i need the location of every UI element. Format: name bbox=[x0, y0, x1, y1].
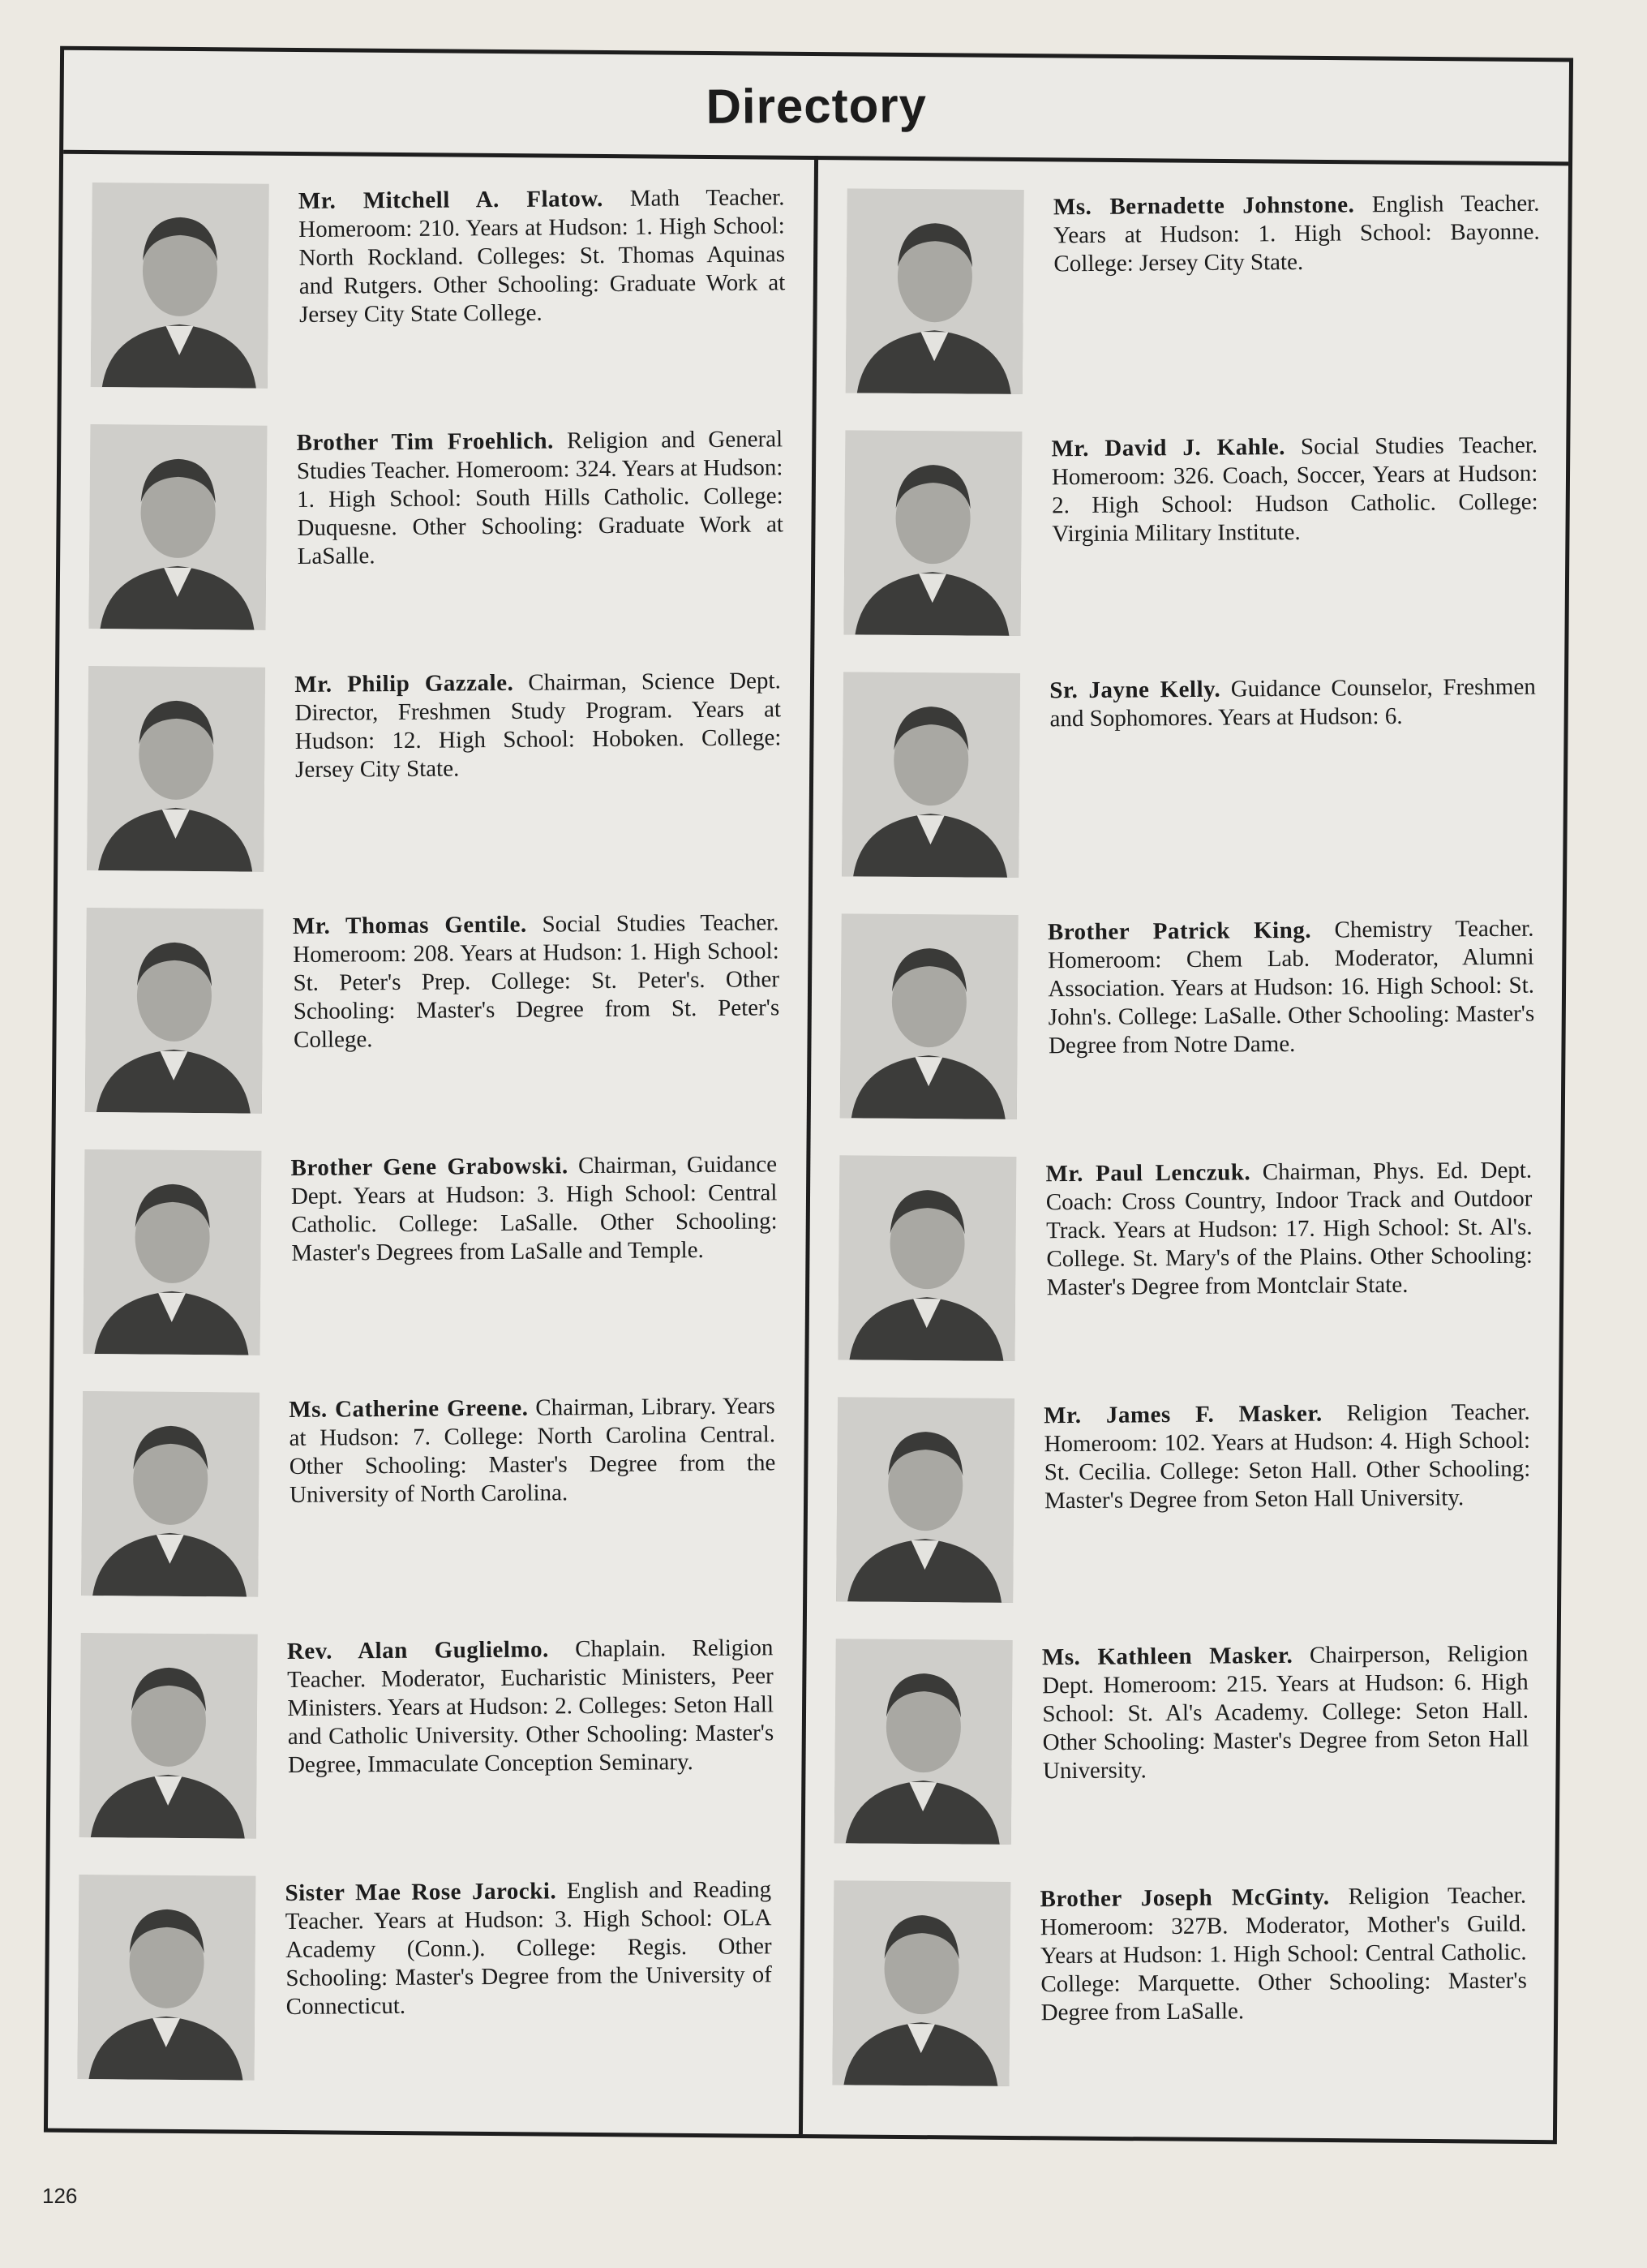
title-bar bbox=[63, 50, 1569, 166]
page-title: Directory bbox=[706, 78, 927, 134]
left-column bbox=[48, 150, 818, 2134]
directory-entry bbox=[834, 1639, 1528, 1886]
person-name: Mr. Philip Gazzale. bbox=[294, 669, 514, 698]
portrait-silhouette bbox=[85, 908, 264, 1114]
person-name: Ms. Bernadette Johnstone. bbox=[1053, 191, 1354, 221]
portrait-silhouette bbox=[88, 424, 267, 630]
directory-entry bbox=[835, 1397, 1529, 1644]
directory-entry bbox=[839, 913, 1533, 1161]
person-name: Brother Joseph McGinty. bbox=[1039, 1884, 1330, 1913]
entry-text bbox=[1045, 1153, 1533, 1303]
portrait-photo bbox=[85, 908, 264, 1114]
portrait-photo bbox=[842, 672, 1020, 878]
entry-text bbox=[290, 1147, 778, 1268]
entry-text bbox=[1051, 428, 1538, 549]
page-number: 126 bbox=[42, 2184, 78, 2208]
entry-text bbox=[285, 1872, 772, 2021]
person-details: Religion Teacher. Homeroom: 327B. Moderator, Mother's Guild. Years at Hudson: 1. High School: Central Catholic. College: Marquette. Other Schooling: Master's Degree from LaSalle. bbox=[1040, 1882, 1527, 2026]
directory-entry bbox=[88, 424, 783, 672]
person-details: Math Teacher. Homeroom: 210. Years at Hudson: 1. High School: North Rockland. Colleges: St. Thomas Aquinas and Rutgers. Other Schooling: Graduate Work at Jersey City State College. bbox=[298, 184, 786, 329]
portrait-photo bbox=[79, 1633, 258, 1839]
person-name: Sister Mae Rose Jarocki. bbox=[285, 1878, 557, 1906]
directory-columns bbox=[48, 150, 1568, 2141]
right-column bbox=[802, 156, 1568, 2140]
person-details: English and Reading Teacher. Years at Hudson: 3. High School: OLA Academy (Conn.). College: Regis. Other Schooling: Master's Degree from the University of Connecticut. bbox=[285, 1876, 773, 2020]
portrait-silhouette bbox=[81, 1391, 259, 1597]
directory-entry bbox=[845, 188, 1539, 436]
person-details: Social Studies Teacher. Homeroom: 208. Years at Hudson: 1. High School: St. Peter's Prep. College: St. Peter's. Other Schooling: Master's Degree from St. Peter's College. bbox=[293, 909, 780, 1053]
portrait-silhouette bbox=[845, 188, 1023, 394]
portrait-photo bbox=[845, 188, 1023, 394]
portrait-silhouette bbox=[91, 183, 269, 389]
entry-text bbox=[298, 180, 786, 329]
portrait-photo bbox=[832, 1880, 1010, 2086]
person-details: Chairman, Guidance Dept. Years at Hudson: 3. High School: Central Catholic. College: LaSalle. Other Schooling: Master's Degrees from LaSalle and Temple. bbox=[290, 1151, 778, 1266]
directory-entry bbox=[843, 430, 1538, 677]
entry-text bbox=[1049, 670, 1536, 734]
entry-text bbox=[1040, 1879, 1527, 2028]
person-name: Sr. Jayne Kelly. bbox=[1049, 676, 1220, 704]
person-details: Religion and General Studies Teacher. Homeroom: 324. Years at Hudson: 1. High School: South Hills Catholic. College: Duquesne. Other Schooling: Graduate Work at LaSalle. bbox=[296, 426, 784, 570]
portrait-photo bbox=[91, 183, 269, 389]
person-name: Mr. James F. Masker. bbox=[1043, 1400, 1323, 1429]
person-details: Chairperson, Religion Dept. Homeroom: 215. Years at Hudson: 6. High School: St. Al's Academy. College: Seton Hall. Other Schooling: Master's Degree from Seton Hall University. bbox=[1041, 1640, 1529, 1785]
entry-text bbox=[1044, 1395, 1531, 1516]
person-name: Mr. David J. Kahle. bbox=[1050, 434, 1285, 462]
portrait-silhouette bbox=[839, 913, 1018, 1119]
directory-entry bbox=[841, 672, 1535, 919]
person-details: English Teacher. Years at Hudson: 1. High School: Bayonne. College: Jersey City State. bbox=[1053, 190, 1540, 277]
portrait-photo bbox=[87, 666, 265, 872]
person-name: Rev. Alan Guglielmo. bbox=[286, 1636, 549, 1664]
portrait-silhouette bbox=[843, 430, 1022, 636]
entry-text bbox=[1041, 1637, 1529, 1786]
portrait-silhouette bbox=[834, 1639, 1012, 1845]
directory-entry bbox=[838, 1155, 1532, 1402]
entry-text bbox=[293, 905, 780, 1055]
person-details: Chairman, Phys. Ed. Dept. Coach: Cross Country, Indoor Track and Outdoor Track. Years at Hudson: 17. High School: St. Al's. College. St. Mary's of the Plains. Other Schooling: Master's Degree from Montclair State. bbox=[1045, 1157, 1533, 1301]
portrait-photo bbox=[838, 1155, 1016, 1361]
entry-text bbox=[296, 422, 783, 571]
person-name: Brother Patrick King. bbox=[1047, 917, 1311, 946]
person-name: Mr. Paul Lenczuk. bbox=[1044, 1159, 1250, 1188]
portrait-silhouette bbox=[838, 1155, 1016, 1361]
directory-entry bbox=[79, 1633, 773, 1880]
person-details: Chairman, Science Dept. Director, Freshmen Study Program. Years at Hudson: 12. High School: Hoboken. College: Jersey City State. bbox=[294, 668, 782, 784]
directory-entry bbox=[832, 1880, 1526, 2128]
directory-entry bbox=[83, 1149, 777, 1397]
portrait-photo bbox=[77, 1875, 255, 2081]
portrait-photo bbox=[839, 913, 1018, 1119]
person-details: Social Studies Teacher. Homeroom: 326. Coach, Soccer, Years at Hudson: 2. High School: Hudson Catholic. College: Virginia Military Institute. bbox=[1051, 432, 1538, 548]
portrait-silhouette bbox=[832, 1880, 1010, 2086]
directory-entry bbox=[77, 1875, 771, 2122]
entry-text bbox=[289, 1389, 776, 1510]
portrait-silhouette bbox=[836, 1397, 1014, 1603]
portrait-photo bbox=[843, 430, 1022, 636]
person-name: Mr. Mitchell A. Flatow. bbox=[298, 186, 603, 215]
entry-text bbox=[287, 1630, 774, 1780]
directory-frame bbox=[44, 46, 1573, 2145]
portrait-photo bbox=[834, 1639, 1012, 1845]
directory-entry bbox=[90, 183, 784, 430]
entry-text bbox=[1053, 187, 1539, 279]
person-name: Brother Tim Froehlich. bbox=[296, 427, 554, 457]
person-details: Chemistry Teacher. Homeroom: Chem Lab. Moderator, Alumni Association. Years at Hudson: 16. High School: St. John's. College: LaSalle. Other Schooling: Master's Degree from Notre Dame. bbox=[1047, 915, 1534, 1059]
portrait-silhouette bbox=[79, 1633, 258, 1839]
directory-entry bbox=[84, 908, 778, 1155]
directory-entry bbox=[81, 1391, 775, 1639]
portrait-photo bbox=[83, 1149, 261, 1355]
portrait-silhouette bbox=[77, 1875, 255, 2081]
entry-text bbox=[294, 664, 782, 784]
person-name: Ms. Catherine Greene. bbox=[289, 1394, 529, 1423]
person-details: Chaplain. Religion Teacher. Moderator, Eucharistic Ministers, Peer Ministers. Years at Hudson: 2. Colleges: Seton Hall and Catholic University. Other Schooling: Master's Degree, Immaculate Conception Seminary. bbox=[287, 1634, 774, 1778]
portrait-silhouette bbox=[87, 666, 265, 872]
entry-text bbox=[1047, 912, 1534, 1061]
portrait-photo bbox=[836, 1397, 1014, 1603]
person-name: Brother Gene Grabowski. bbox=[290, 1153, 568, 1181]
person-name: Mr. Thomas Gentile. bbox=[292, 911, 527, 939]
person-details: Guidance Counselor, Freshmen and Sophomores. Years at Hudson: 6. bbox=[1049, 673, 1536, 732]
portrait-silhouette bbox=[83, 1149, 261, 1355]
person-details: Religion Teacher. Homeroom: 102. Years at Hudson: 4. High School: St. Cecilia. College: Seton Hall. Other Schooling: Master's Degree from Seton Hall University. bbox=[1043, 1398, 1530, 1514]
portrait-photo bbox=[81, 1391, 259, 1597]
portrait-photo bbox=[88, 424, 267, 630]
person-name: Ms. Kathleen Masker. bbox=[1041, 1642, 1293, 1671]
directory-entry bbox=[87, 666, 781, 913]
portrait-silhouette bbox=[842, 672, 1020, 878]
person-details: Chairman, Library. Years at Hudson: 7. College: North Carolina Central. Other Schooling: Master's Degree from the University of North Carolina. bbox=[289, 1393, 776, 1508]
